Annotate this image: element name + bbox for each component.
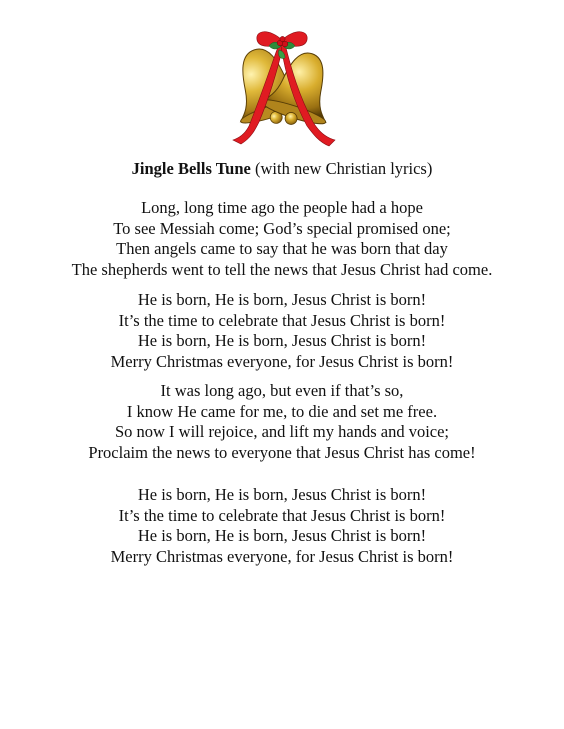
lyric-line: He is born, He is born, Jesus Christ is born!: [137, 526, 427, 545]
lyric-line: So now I will rejoice, and lift my hands and voice;: [114, 422, 450, 441]
lyric-line: He is born, He is born, Jesus Christ is born!: [137, 485, 427, 504]
song-title-bold: Jingle Bells Tune: [131, 159, 251, 178]
lyric-line: It’s the time to celebrate that Jesus Christ is born!: [118, 310, 446, 330]
lyric-line: Proclaim the news to everyone that Jesus Christ has come!: [88, 442, 476, 462]
verse-1: [0, 198, 564, 280]
song-title: [0, 158, 564, 180]
lyric-line: It’s the time to celebrate that Jesus Christ is born!: [118, 505, 446, 525]
lyric-line: It was long ago, but even if that’s so,: [160, 381, 404, 400]
lyric-line: I know He came for me, to die and set me free.: [126, 401, 438, 421]
lyric-line: Then angels came to say that he was born that day: [116, 239, 448, 258]
chorus-2: [0, 485, 564, 567]
lyric-line: Long, long time ago the people had a hope: [141, 198, 423, 217]
chorus-1: [0, 290, 564, 372]
song-title-subtitle: (with new Christian lyrics): [250, 159, 433, 178]
lyric-line: Merry Christmas everyone, for Jesus Christ is born!: [110, 351, 454, 371]
lyric-line: Merry Christmas everyone, for Jesus Christ is born!: [110, 546, 454, 566]
verse-2: [0, 381, 564, 463]
lyric-line: He is born, He is born, Jesus Christ is born!: [137, 331, 427, 350]
lyric-line: The shepherds went to tell the news that Jesus Christ had come.: [71, 259, 493, 279]
christmas-bells-icon: [221, 26, 345, 150]
lyric-line: To see Messiah come; God’s special promised one;: [113, 218, 451, 238]
lyric-line: He is born, He is born, Jesus Christ is born!: [137, 290, 427, 309]
